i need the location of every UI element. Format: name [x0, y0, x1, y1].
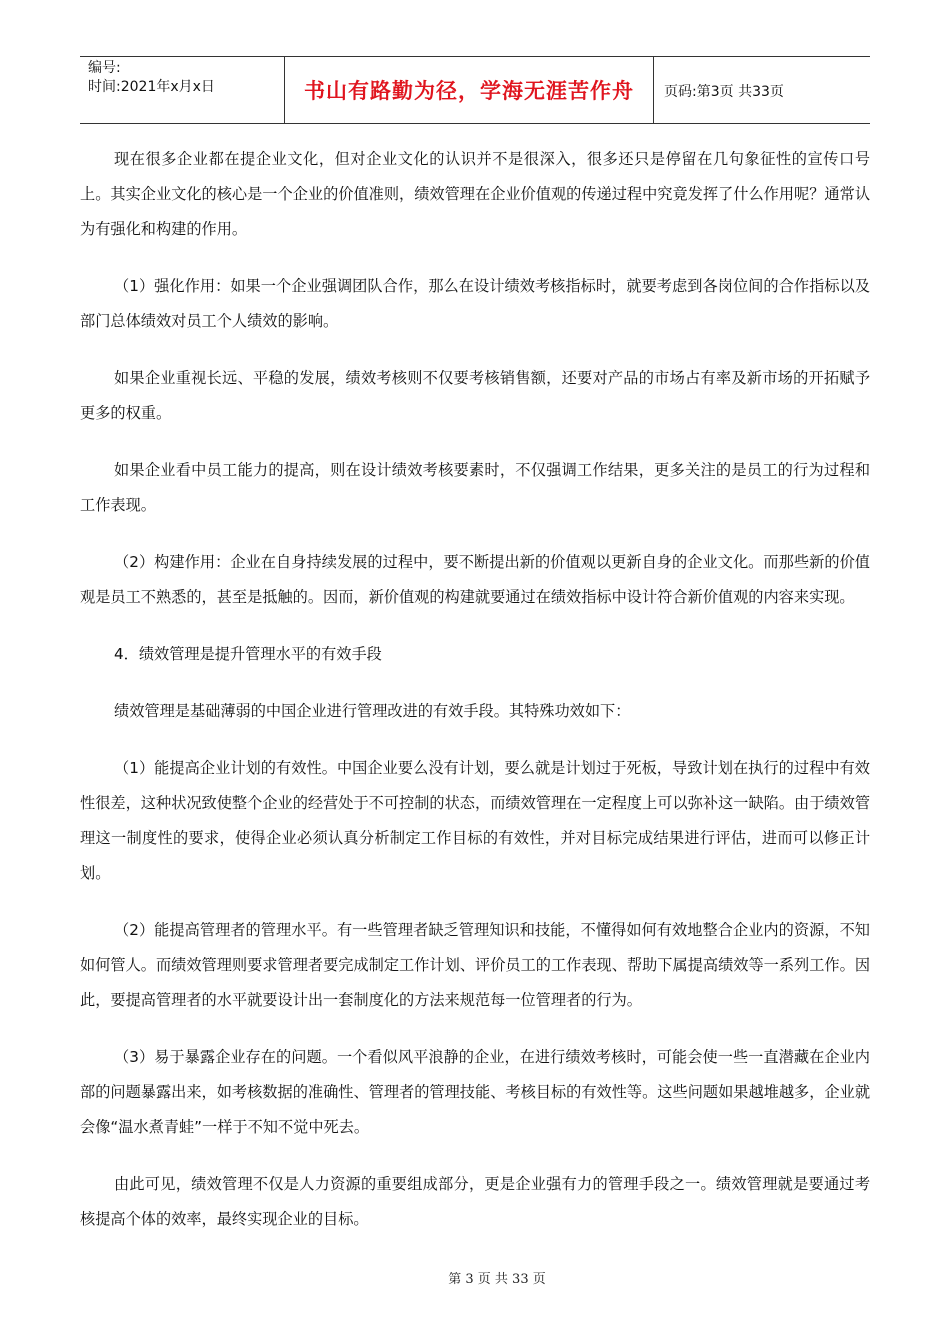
page-header — [80, 56, 870, 124]
paragraph: （2）构建作用：企业在自身持续发展的过程中，要不断提出新的价值观以更新自身的企业文化。而那些新的价值观是员工不熟悉的，甚至是抵触的。因而，新价值观的构建就要通过在绩效指标中设计符合新价值观的内容来实现。 — [80, 553, 870, 606]
document-body — [80, 142, 870, 1259]
paragraph: 如果企业看中员工能力的提高，则在设计绩效考核要素时，不仅强调工作结果，更多关注的是员工的行为过程和工作表现。 — [80, 461, 870, 514]
section-heading: 4．绩效管理是提升管理水平的有效手段 — [114, 645, 382, 663]
number-label: 编号: — [88, 60, 121, 76]
header-motto: 书山有路勤为径，学海无涯苦作舟 — [284, 57, 654, 123]
paragraph: 由此可见，绩效管理不仅是人力资源的重要组成部分，更是企业强有力的管理手段之一。绩效管理就是要通过考核提高个体的效率，最终实现企业的目标。 — [80, 1175, 870, 1228]
paragraph: （1）能提高企业计划的有效性。中国企业要么没有计划，要么就是计划过于死板，导致计划在执行的过程中有效性很差，这种状况致使整个企业的经营处于不可控制的状态，而绩效管理在一定程度上可以弥补这一缺陷。由于绩效管理这一制度性的要求，使得企业必须认真分析制定工作目标的有效性，并对目标完成结果进行评估，进而可以修正计划。 — [80, 759, 870, 882]
page-footer: 第 3 页 共 33 页 — [448, 1272, 546, 1287]
paragraph: （2）能提高管理者的管理水平。有一些管理者缺乏管理知识和技能，不懂得如何有效地整合企业内的资源，不知如何管人。而绩效管理则要求管理者要完成制定工作计划、评价员工的工作表现、帮助下属提高绩效等一系列工作。因此，要提高管理者的水平就要设计出一套制度化的方法来规范每一位管理者的行为。 — [80, 921, 870, 1009]
paragraph: （3）易于暴露企业存在的问题。一个看似风平浪静的企业，在进行绩效考核时，可能会使一些一直潜藏在企业内部的问题暴露出来，如考核数据的准确性、管理者的管理技能、考核目标的有效性等。这些问题如果越堆越多，企业就会像“温水煮青蛙”一样于不知不觉中死去。 — [80, 1048, 870, 1136]
paragraph: （1）强化作用：如果一个企业强调团队合作，那么在设计绩效考核指标时，就要考虑到各岗位间的合作指标以及部门总体绩效对员工个人绩效的影响。 — [80, 277, 870, 330]
paragraph: 绩效管理是基础薄弱的中国企业进行管理改进的有效手段。其特殊功效如下： — [114, 702, 631, 720]
paragraph: 如果企业重视长远、平稳的发展，绩效考核则不仅要考核销售额，还要对产品的市场占有率及新市场的开拓赋予更多的权重。 — [80, 369, 870, 422]
paragraph: 现在很多企业都在提企业文化，但对企业文化的认识并不是很深入，很多还只是停留在几句象征性的宣传口号上。其实企业文化的核心是一个企业的价值准则，绩效管理在企业价值观的传递过程中究竟发挥了什么作用呢？通常认为有强化和构建的作用。 — [80, 150, 870, 238]
time-label: 时间:2021年x月x日 — [88, 79, 215, 95]
header-meta — [88, 59, 278, 97]
header-page-info: 页码:第3页 共33页 — [664, 84, 784, 100]
